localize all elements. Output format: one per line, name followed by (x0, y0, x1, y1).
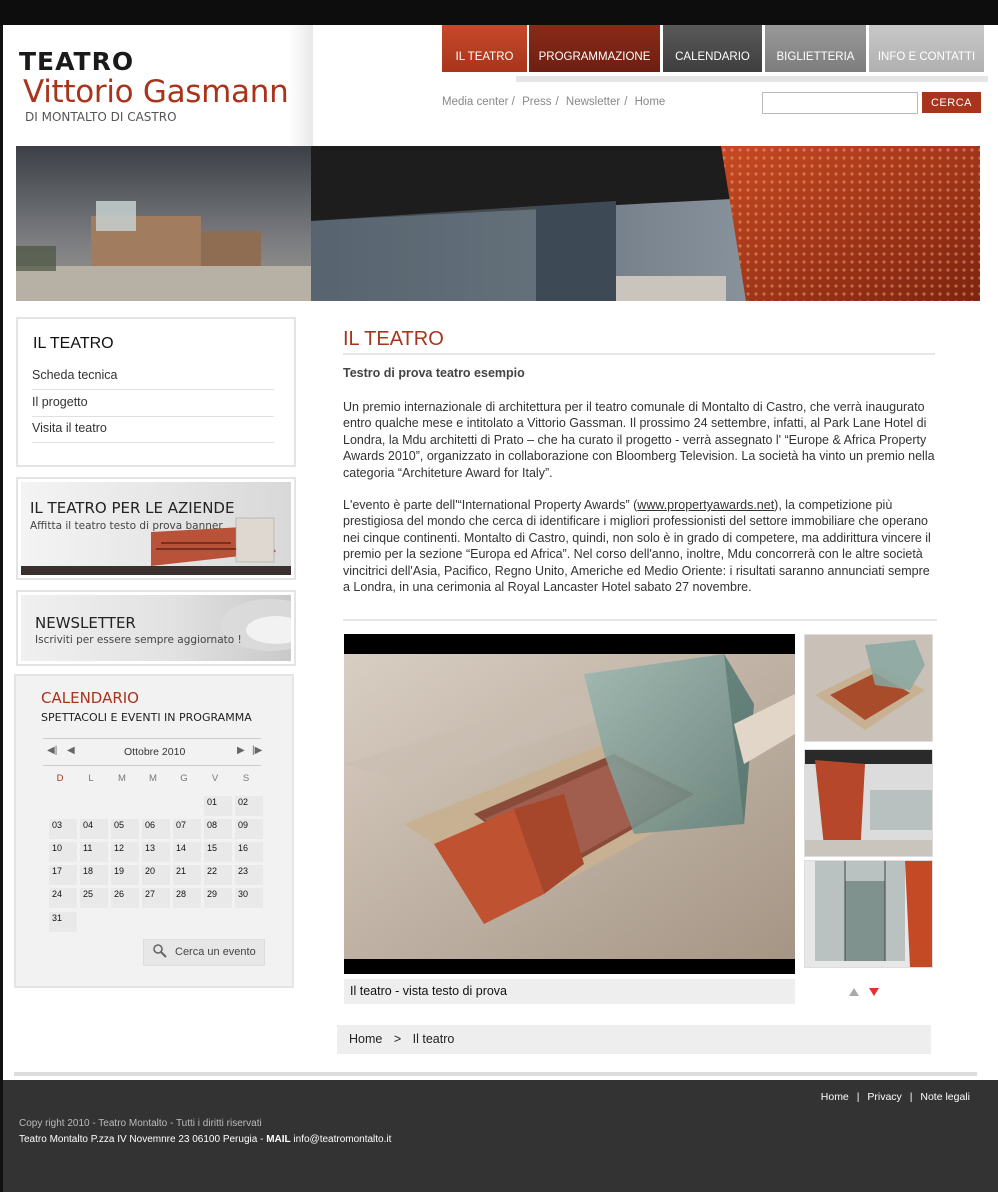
gallery-next-icon[interactable] (868, 987, 880, 997)
article-paragraph-2: L'evento è parte dell'“International Property Awards” (www.propertyawards.net), la competizione più prestigiosa del mondo che cerca di identificare i migliori professionisti del settore immobiliare che operano nei cinque continenti. Montalto di Castro, quindi, non solo è in grado di competere, ma addirittura vincere il premio per la sezione “Europa ed Africa”. Nel corso dell'anno, inoltre, Mdu concorrerà con le altre società vincitrici dell'Asia, Pacifico, Regno Unito, Americhe ed Medio Oriente: i risultati saranno annunciati sempre a Londra, in una cerimonia al Royal Lancaster Hotel sabato 27 novembre. (343, 498, 931, 595)
newsletter-title: NEWSLETTER (35, 614, 136, 632)
gallery-thumb-2[interactable] (804, 749, 933, 857)
gallery-prev-icon[interactable] (848, 987, 860, 997)
thumb-image-1 (805, 635, 932, 741)
calendar-day[interactable]: 16 (235, 842, 263, 862)
nav-programmazione[interactable]: PROGRAMMAZIONE (529, 25, 660, 72)
calendar-day[interactable]: 05 (111, 819, 139, 839)
search-button[interactable]: CERCA (922, 92, 981, 113)
secondary-nav: Media center / Press / Newsletter / Home (442, 96, 666, 108)
calendar-day[interactable]: 14 (173, 842, 201, 862)
thumb-image-2 (805, 750, 932, 856)
newsletter-banner[interactable] (21, 595, 291, 661)
calendar-day[interactable]: 03 (49, 819, 77, 839)
footer-mail-link[interactable]: info@teatromontalto.it (293, 1134, 392, 1145)
calendar-day[interactable]: 07 (173, 819, 201, 839)
calendar-day[interactable]: 04 (80, 819, 108, 839)
cerca-evento-label: Cerca un evento (175, 946, 256, 958)
calendar-box (14, 674, 294, 988)
aziende-title: IL TEATRO PER LE AZIENDE (30, 499, 235, 517)
calendar-day[interactable]: 23 (235, 865, 263, 885)
cerca-evento-button[interactable] (143, 939, 265, 966)
calendar-day[interactable]: 28 (173, 888, 201, 908)
theatre-render-image (344, 634, 795, 974)
link-newsletter[interactable]: Newsletter (565, 96, 621, 108)
weekday-label: L (88, 773, 94, 784)
calendar-day[interactable]: 29 (204, 888, 232, 908)
search-icon (152, 943, 168, 959)
aziende-banner[interactable] (21, 482, 291, 575)
propertyawards-link[interactable]: www.propertyawards.net (637, 498, 775, 512)
nav-calendario[interactable]: CALENDARIO (663, 25, 762, 72)
article-paragraph-1: Un premio internazionale di architettura per il teatro comunale di Montalto di Castro, che verrà inaugurato entro qualche mese e intitolato a Vittorio Gassman. Il prossimo 24 settembre, infatti, al Park Lane Hotel di Londra, la Mdu architetti di Prato – che ha curato il progetto - verrà assegnato l' “Europe & Africa Property Awards 2010”, organizzato in collaborazione con Bloomberg Television. La società ha vinto un premio nella categoria “Architeture Award for Italy”. (343, 400, 935, 480)
breadcrumb (337, 1025, 931, 1054)
newsletter-banner-box (16, 590, 296, 666)
footer-address: Teatro Montalto P.zza IV Novemnre 23 06100 Perugia - MAIL info@teatromontalto.it (19, 1134, 392, 1145)
next-year-icon[interactable]: |▶ (252, 745, 263, 756)
calendar-day[interactable]: 10 (49, 842, 77, 862)
sidebar-menu (16, 317, 296, 467)
calendar-day[interactable]: 31 (49, 912, 77, 932)
nav-biglietteria[interactable]: BIGLIETTERIA (765, 25, 866, 72)
footer-links: Home | Privacy | Note legali (820, 1091, 970, 1103)
calendar-day[interactable]: 08 (204, 819, 232, 839)
gallery-thumb-1[interactable] (804, 634, 933, 742)
sidebar-item-visita-teatro[interactable]: Visita il teatro (32, 421, 274, 443)
logo-location: DI MONTALTO DI CASTRO (25, 110, 177, 124)
calendar-day[interactable]: 18 (80, 865, 108, 885)
calendar-day[interactable]: 30 (235, 888, 263, 908)
weekday-label: G (180, 773, 188, 784)
calendar-title: CALENDARIO (41, 689, 139, 707)
footer (3, 1080, 998, 1192)
next-month-icon[interactable]: ▶ (237, 745, 245, 756)
gallery-main-image[interactable] (344, 634, 795, 974)
footer-home-link[interactable]: Home (820, 1091, 849, 1103)
newsletter-subtitle: Iscriviti per essere sempre aggiornato ! (35, 634, 242, 646)
calendar-day[interactable]: 19 (111, 865, 139, 885)
aziende-subtitle: Affitta il teatro testo di prova banner (30, 520, 223, 532)
page-title: IL TEATRO (343, 328, 444, 350)
logo-name[interactable]: Vittorio Gasmann (23, 74, 289, 110)
article-subtitle: Testro di prova teatro esempio (343, 366, 525, 380)
nav-info-contatti[interactable]: INFO E CONTATTI (869, 25, 984, 72)
calendar-day[interactable]: 17 (49, 865, 77, 885)
weekday-label: S (242, 773, 250, 784)
calendar-day[interactable]: 01 (204, 796, 232, 816)
breadcrumb-current: Il teatro (412, 1032, 455, 1046)
gallery-thumb-3[interactable] (804, 860, 933, 968)
breadcrumb-home[interactable]: Home (349, 1032, 383, 1046)
footer-copyright: Copy right 2010 - Teatro Montalto - Tutti i diritti riservati (19, 1118, 262, 1129)
calendar-day[interactable]: 26 (111, 888, 139, 908)
calendar-day[interactable]: 21 (173, 865, 201, 885)
weekday-label: V (211, 773, 219, 784)
breadcrumb-separator: > (393, 1032, 402, 1046)
sidebar-title: IL TEATRO (33, 335, 114, 352)
aziende-banner-box (16, 477, 296, 580)
nav-il-teatro[interactable]: IL TEATRO (442, 25, 527, 72)
logo-teatro[interactable]: TEATRO (19, 47, 135, 76)
calendar-day[interactable]: 22 (204, 865, 232, 885)
calendar-day[interactable]: 11 (80, 842, 108, 862)
page (3, 25, 998, 1080)
nav-underline (516, 76, 988, 82)
sidebar-item-scheda-tecnica[interactable]: Scheda tecnica (32, 368, 274, 390)
calendar-day[interactable]: 12 (111, 842, 139, 862)
top-bar (0, 0, 998, 25)
hero-image (16, 146, 980, 301)
search-input[interactable] (762, 92, 918, 114)
calendar-day[interactable]: 09 (235, 819, 263, 839)
prev-year-icon[interactable]: ◀| (47, 745, 58, 756)
link-home[interactable]: Home (634, 96, 666, 108)
footer-note-legali-link[interactable]: Note legali (920, 1091, 970, 1103)
link-media-center[interactable]: Media center / (442, 96, 515, 108)
weekday-label: D (56, 773, 64, 784)
weekday-label: M (149, 773, 157, 784)
weekday-label: M (118, 773, 126, 784)
prev-month-icon[interactable]: ◀ (67, 745, 75, 756)
calendar-day[interactable]: 02 (235, 796, 263, 816)
thumb-image-3 (805, 861, 932, 967)
sidebar-item-il-progetto[interactable]: Il progetto (32, 395, 274, 417)
footer-top-rule (14, 1072, 977, 1076)
gallery-caption: Il teatro - vista testo di prova (344, 979, 795, 1004)
calendar-subtitle: SPETTACOLI E EVENTI IN PROGRAMMA (41, 711, 252, 724)
calendar-day[interactable]: 15 (204, 842, 232, 862)
calendar-day[interactable]: 20 (142, 865, 170, 885)
calendar-day[interactable]: 24 (49, 888, 77, 908)
hero-banner (16, 146, 980, 301)
link-press[interactable]: Press (522, 96, 552, 108)
calendar-day[interactable]: 25 (80, 888, 108, 908)
calendar-day[interactable]: 13 (142, 842, 170, 862)
calendar-day[interactable]: 27 (142, 888, 170, 908)
calendar-month: Ottobre 2010 (124, 746, 186, 758)
calendar-day[interactable]: 06 (142, 819, 170, 839)
footer-privacy-link[interactable]: Privacy (867, 1091, 902, 1103)
